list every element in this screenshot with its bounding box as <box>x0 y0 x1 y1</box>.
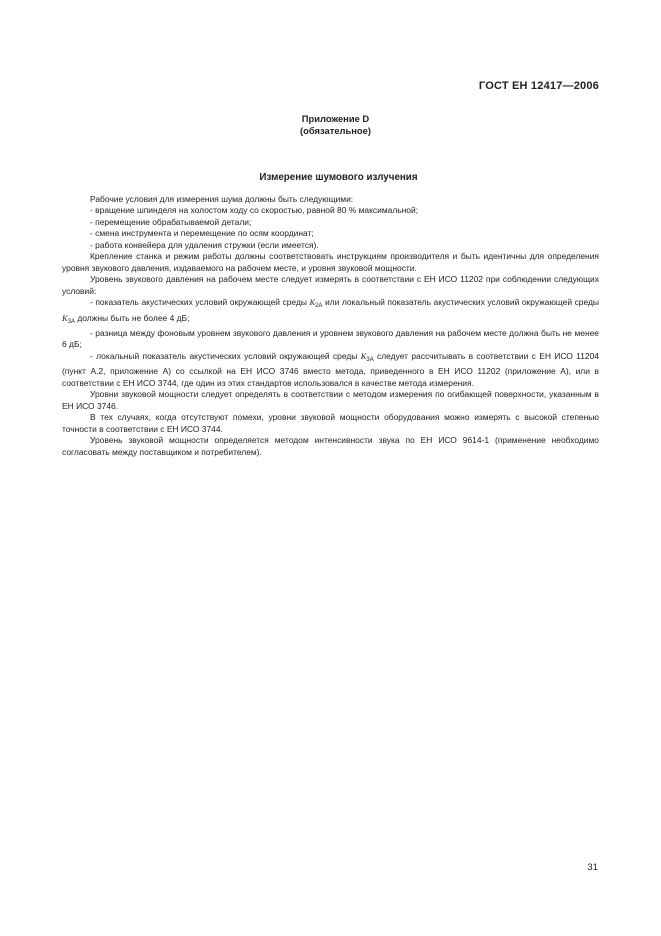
list-item: - работа конвейера для удаления стружки (если имеется). <box>90 239 319 250</box>
subscript: 3A <box>67 318 75 325</box>
list-item <box>62 351 599 389</box>
paragraph: Крепление станка и режим работы должны соответствовать инструкциям производителя и быть идентичны для определения уровня звукового давления, издаваемого на рабочем месте, и уровня звуковой мощности. <box>62 251 599 273</box>
list-item: - разница между фоновым уровнем звукового давления и уровнем звукового давления на рабочем месте должна быть не менее 6 дБ; <box>62 327 599 350</box>
document-body <box>62 194 599 458</box>
annex-title: Приложение D <box>301 113 370 124</box>
section-title: Измерение шумового излучения <box>259 172 418 183</box>
paragraph: В тех случаях, когда отсутствуют помехи, уровни звуковой мощности оборудования можно измерять с высокой степенью точности в соответствии с ЕН ИСО 3744. <box>62 412 599 434</box>
list-item: - вращение шпинделя на холостом ходу со скоростью, равной 80 % максимальной; <box>90 205 419 216</box>
text: - локальный показатель акустических условий окружающей среды <box>90 350 361 361</box>
document-standard-code: ГОСТ ЕН 12417—2006 <box>478 80 599 92</box>
subscript: 2A <box>315 303 323 310</box>
paragraph: Уровень звукового давления на рабочем месте следует измерять в соответствии с ЕН ИСО 11202 при соблюдении следующих условий: <box>62 274 599 296</box>
list-item: - перемещение обрабатываемой детали; <box>90 216 252 227</box>
symbol-k: K <box>360 350 367 361</box>
list-item <box>62 297 599 328</box>
paragraph: Уровень звуковой мощности определяется методом интенсивности звука по ЕН ИСО 9614-1 (применение необходимо согласовать между поставщиком и потребителем). <box>62 435 599 457</box>
annex-heading <box>0 113 661 137</box>
list-item: - смена инструмента и перемещение по осям координат; <box>90 228 314 239</box>
paragraph: Рабочие условия для измерения шума должны быть следующими: <box>90 194 354 204</box>
subscript: 3A <box>366 356 374 363</box>
text: следует рассчитывать в соответствии с ЕН ИСО 11204 (пункт А.2, приложение А) со ссылкой на ЕН ИСО 3746 вместо метода, приведенного в ЕН ИСО 11202 (приложение А), или в соответствии с ЕН ИСО 3744, где один из этих стандартов использовался в качестве метода измерения. <box>62 350 599 388</box>
text: должны быть не более 4 дБ; <box>74 312 190 323</box>
paragraph: Уровни звуковой мощности следует определять в соответствии с методом измерения по огибающей поверхности, указанным в ЕН ИСО 3746. <box>62 389 599 411</box>
text: или локальный показатель акустических условий окружающей среды <box>322 297 599 308</box>
symbol-k: K <box>309 297 316 308</box>
annex-status: (обязательное) <box>300 125 371 136</box>
page-number: 31 <box>587 862 598 873</box>
text: - показатель акустических условий окружающей среды <box>90 297 310 308</box>
symbol-k: K <box>62 312 68 323</box>
